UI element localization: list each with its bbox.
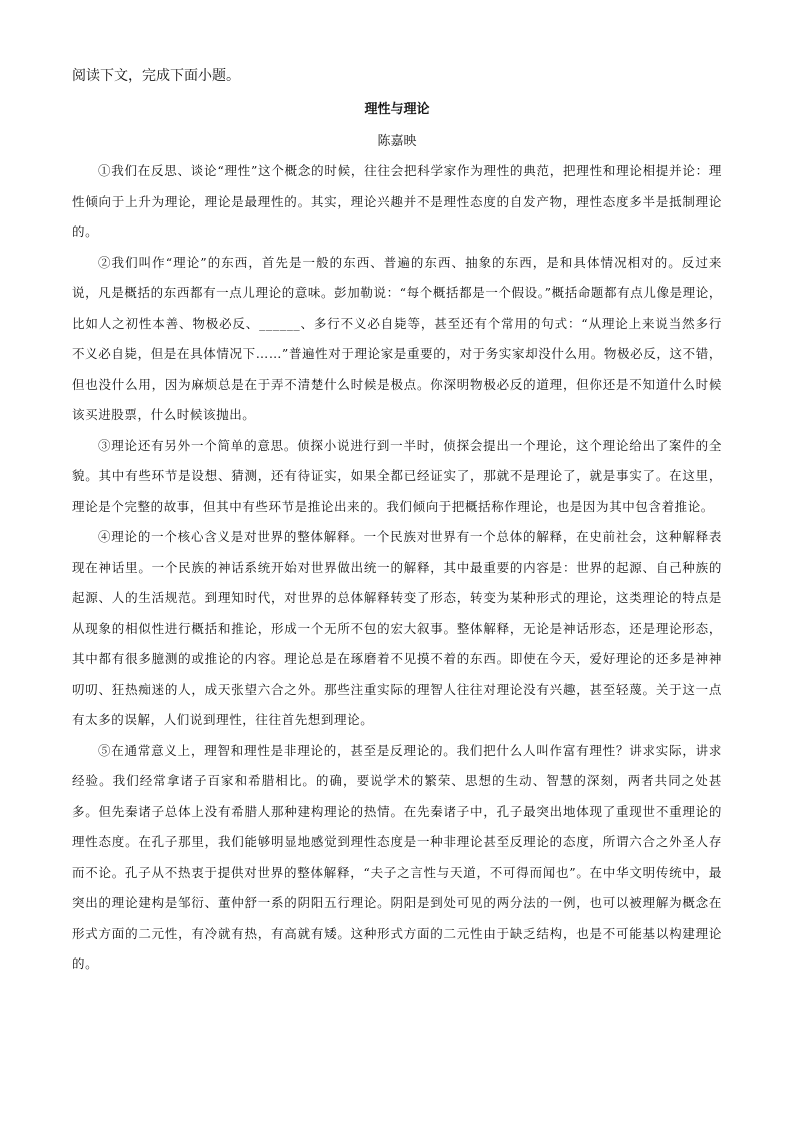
paragraph-4: ④理论的一个核心含义是对世界的整体解释。一个民族对世界有一个总体的解释，在史前社会，这种解释表现在神话里。一个民族的神话系统开始对世界做出统一的解释，其中最重要的内容是：世界的起源、自己种族的起源、人的生活规范。到理知时代，对世界的总体解释转变了形态，转变为某种形式的理论，这类理论的特点是从现象的相似性进行概括和推论，形成一个无所不包的宏大叙事。整体解释，无论是神话形态，还是理论形态，其中都有很多臆测的或推论的内容。理论总是在琢磨着不见摸不着的东西。即使在今天，爱好理论的还多是神神叨叨、狂热痴迷的人，成天张望六合之外。那些注重实际的理智人往往对理论没有兴趣，甚至轻蔑。关于这一点有太多的误解，人们说到理性，往往首先想到理论。 [72, 529, 722, 727]
paragraph-5: ⑤在通常意义上，理智和理性是非理论的，甚至是反理论的。我们把什么人叫作富有理性？讲求实际，讲求经验。我们经常拿诸子百家和希腊相比。的确，要说学术的繁荣、思想的生动、智慧的深刻，两者共同之处甚多。但先秦诸子总体上没有希腊人那种建构理论的热情。在先秦诸子中，孔子最突出地体现了重现世不重理论的理性态度。在孔子那里，我们能够明显地感觉到理性态度是一种非理论甚至反理论的态度，所谓六合之外圣人存而不论。孔子从不热衷于提供对世界的整体解释，“夫子之言性与天道，不可得而闻也”。在中华文明传统中，最突出的理论建构是邹衍、董仲舒一系的阴阳五行理论。阴阳是到处可见的两分法的一例，也可以被理解为概念在形式方面的二元性，有冷就有热，有高就有矮。这种形式方面的二元性由于缺乏结构，也是不可能基以构建理论的。 [72, 742, 722, 971]
article-author: 陈嘉映 [377, 134, 417, 149]
article-title: 理性与理论 [364, 102, 430, 117]
paragraph-1: ①我们在反思、谈论“理性”这个概念的时候，往往会把科学家作为理性的典范，把理性和理论相提并论：理性倾向于上升为理论，理论是最理性的。其实，理论兴趣并不是理性态度的自发产物，理性态度多半是抵制理论的。 [72, 163, 722, 239]
paragraph-2: ②我们叫作“理论”的东西，首先是一般的东西、普遍的东西、抽象的东西，是和具体情况相对的。反过来说，凡是概括的东西都有一点儿理论的意味。彭加勒说：“每个概括都是一个假设。”概括命题都有点儿像是理论，比如人之初性本善、物极必反、______、多行不义必自毙等，甚至还有个常用的句式：“从理论上来说当然多行不义必自毙，但是在具体情况下……”普遍性对于理论家是重要的，对于务实家却没什么用。物极必反，这不错，但也没什么用，因为麻烦总是在于弄不清楚什么时候是极点。你深明物极必反的道理，但你还是不知道什么时候该买进股票，什么时候该抛出。 [72, 254, 722, 422]
question-instruction: 阅读下文，完成下面小题。 [72, 68, 240, 84]
paragraph-3: ③理论还有另外一个简单的意思。侦探小说进行到一半时，侦探会提出一个理论，这个理论给出了案件的全貌。其中有些环节是设想、猜测，还有待证实，如果全都已经证实了，那就不是理论了，就是事实了。在这里，理论是个完整的故事，但其中有些环节是推论出来的。我们倾向于把概括称作理论，也是因为其中包含着推论。 [72, 437, 722, 514]
article-body [72, 156, 722, 980]
